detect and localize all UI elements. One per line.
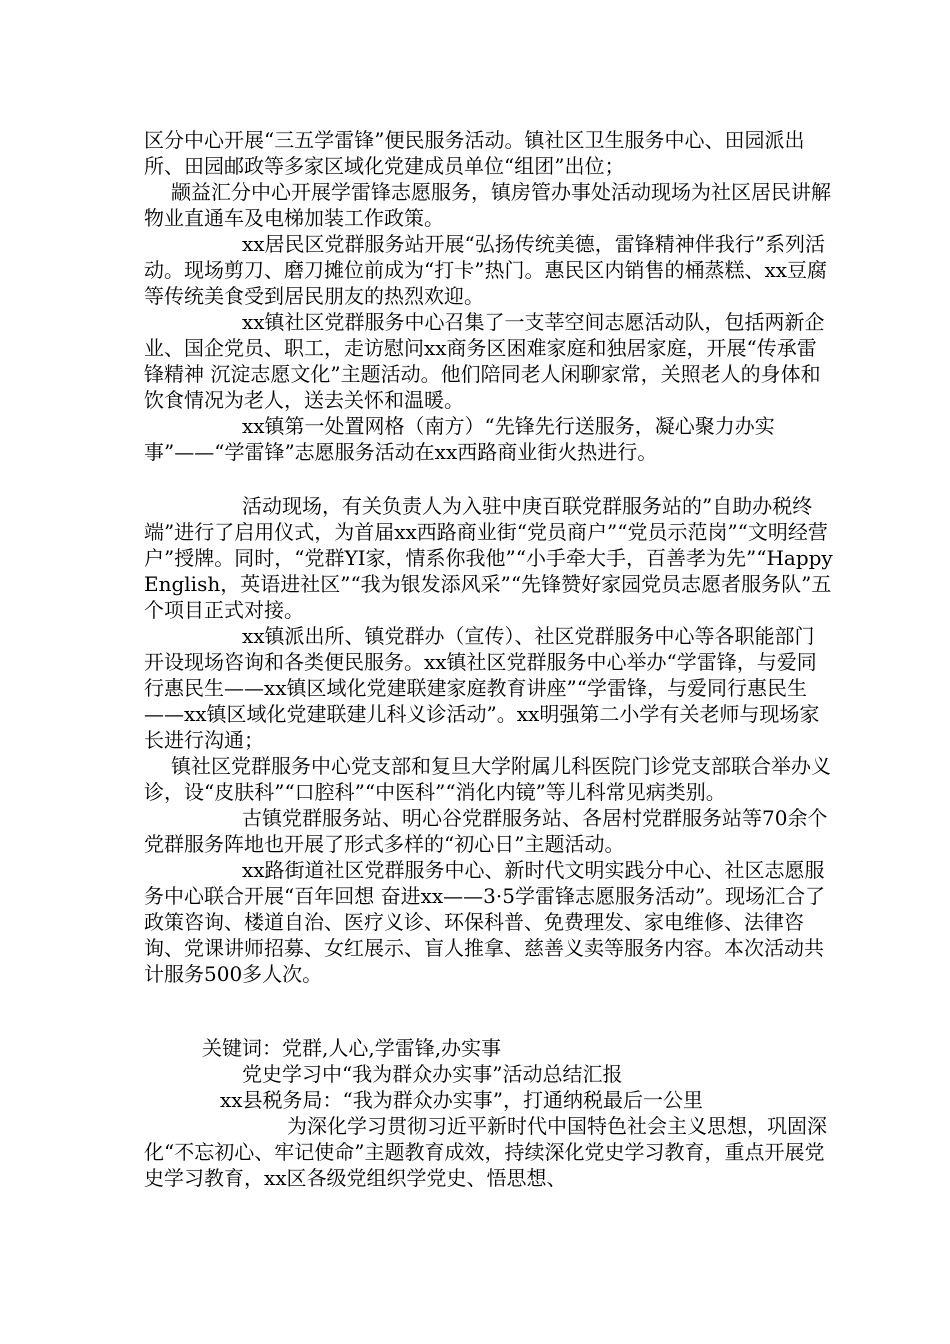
paragraph-7: xx镇派出所、镇党群办（宣传）、社区党群服务中心等各职能部门开设现场咨询和各类便民服务。xx镇社区党群服务中心举办“学雷锋，与爱同行惠民生——xx镇区域化党建联建家庭教育讲座”“学雷锋，与爱同行惠民生——xx镇区域化党建联建儿科义诊活动”。xx明强第二小学有关老师与现场家长进行沟通； (144, 624, 820, 752)
keywords-line: 关键词：党群,人心,学雷锋,办实事 (202, 1036, 502, 1060)
paragraph-8: 镇社区党群服务中心党支部和复旦大学附属儿科医院门诊党支部联合举办义诊，设“皮肤科”“口腔科”“中医科”“消化内镜”等儿科常见病类别。 (144, 754, 831, 804)
paragraph-9: 古镇党群服务站、明心谷党群服务站、各居村党群服务站等70余个党群服务阵地也开展了形式多样的“初心日”主题活动。 (144, 806, 828, 856)
report-subtitle: xx县税务局：“我为群众办实事”，打通纳税最后一公里 (220, 1088, 704, 1112)
paragraph-6: 活动现场，有关负责人为入驻中庚百联党群服务站的”自助办税终端”进行了启用仪式，为首届xx西路商业街“党员商户”“党员示范岗”“文明经营户”授牌。同时，“党群YI家，情系你我他”“小手牵大手，百善孝为先”“Happy English，英语进社区”“我为银发添风采”“先锋赞好家园党员志愿者服务队”五个项目正式对接。 (144, 494, 833, 622)
paragraph-spacer (144, 465, 834, 493)
paragraph-10: xx路街道社区党群服务中心、新时代文明实践分中心、社区志愿服务中心联合开展“百年回想 奋进xx——3·5学雷锋志愿服务活动”。现场汇合了政策咨询、楼道自治、医疗义诊、环保科普、免费理发、家电维修、法律咨询、党课讲师招募、女红展示、盲人推拿、慈善义卖等服务内容。本次活动共计服务500多人次。 (144, 858, 826, 986)
document-body (144, 127, 834, 1191)
paragraph-1: 区分中心开展“三五学雷锋”便民服务活动。镇社区卫生服务中心、田园派出所、田园邮政等多家区域化党建成员单位“组团”出位； (144, 128, 805, 178)
paragraph-4: xx镇社区党群服务中心召集了一支莘空间志愿活动队，包括两新企业、国企党员、职工，走访慰问xx商务区困难家庭和独居家庭，开展“传承雷锋精神 沉淀志愿文化”主题活动。他们陪同老人闲聊家常，关照老人的身体和饮食情况为老人，送去关怀和温暖。 (144, 310, 825, 412)
report-title: 党史学习中“我为群众办实事”活动总结汇报 (242, 1062, 623, 1086)
section-spacer (144, 987, 834, 1035)
paragraph-5: xx镇第一处置网格（南方）“先锋先行送服务，凝心聚力办实事”——“学雷锋”志愿服务活动在xx西路商业街火热进行。 (144, 414, 775, 464)
paragraph-2: 颛益汇分中心开展学雷锋志愿服务，镇房管办事处活动现场为社区居民讲解物业直通车及电梯加装工作政策。 (144, 180, 831, 230)
paragraph-3: xx居民区党群服务站开展“弘扬传统美德，雷锋精神伴我行”系列活动。现场剪刀、磨刀摊位前成为“打卡”热门。惠民区内销售的桶蒸糕、xx豆腐等传统美食受到居民朋友的热烈欢迎。 (144, 232, 828, 308)
report-body: 为深化学习贯彻习近平新时代中国特色社会主义思想，巩固深化“不忘初心、牢记使命”主题教育成效，持续深化党史学习教育，重点开展党史学习教育，xx区各级党组织学党史、悟思想、 (144, 1114, 827, 1190)
